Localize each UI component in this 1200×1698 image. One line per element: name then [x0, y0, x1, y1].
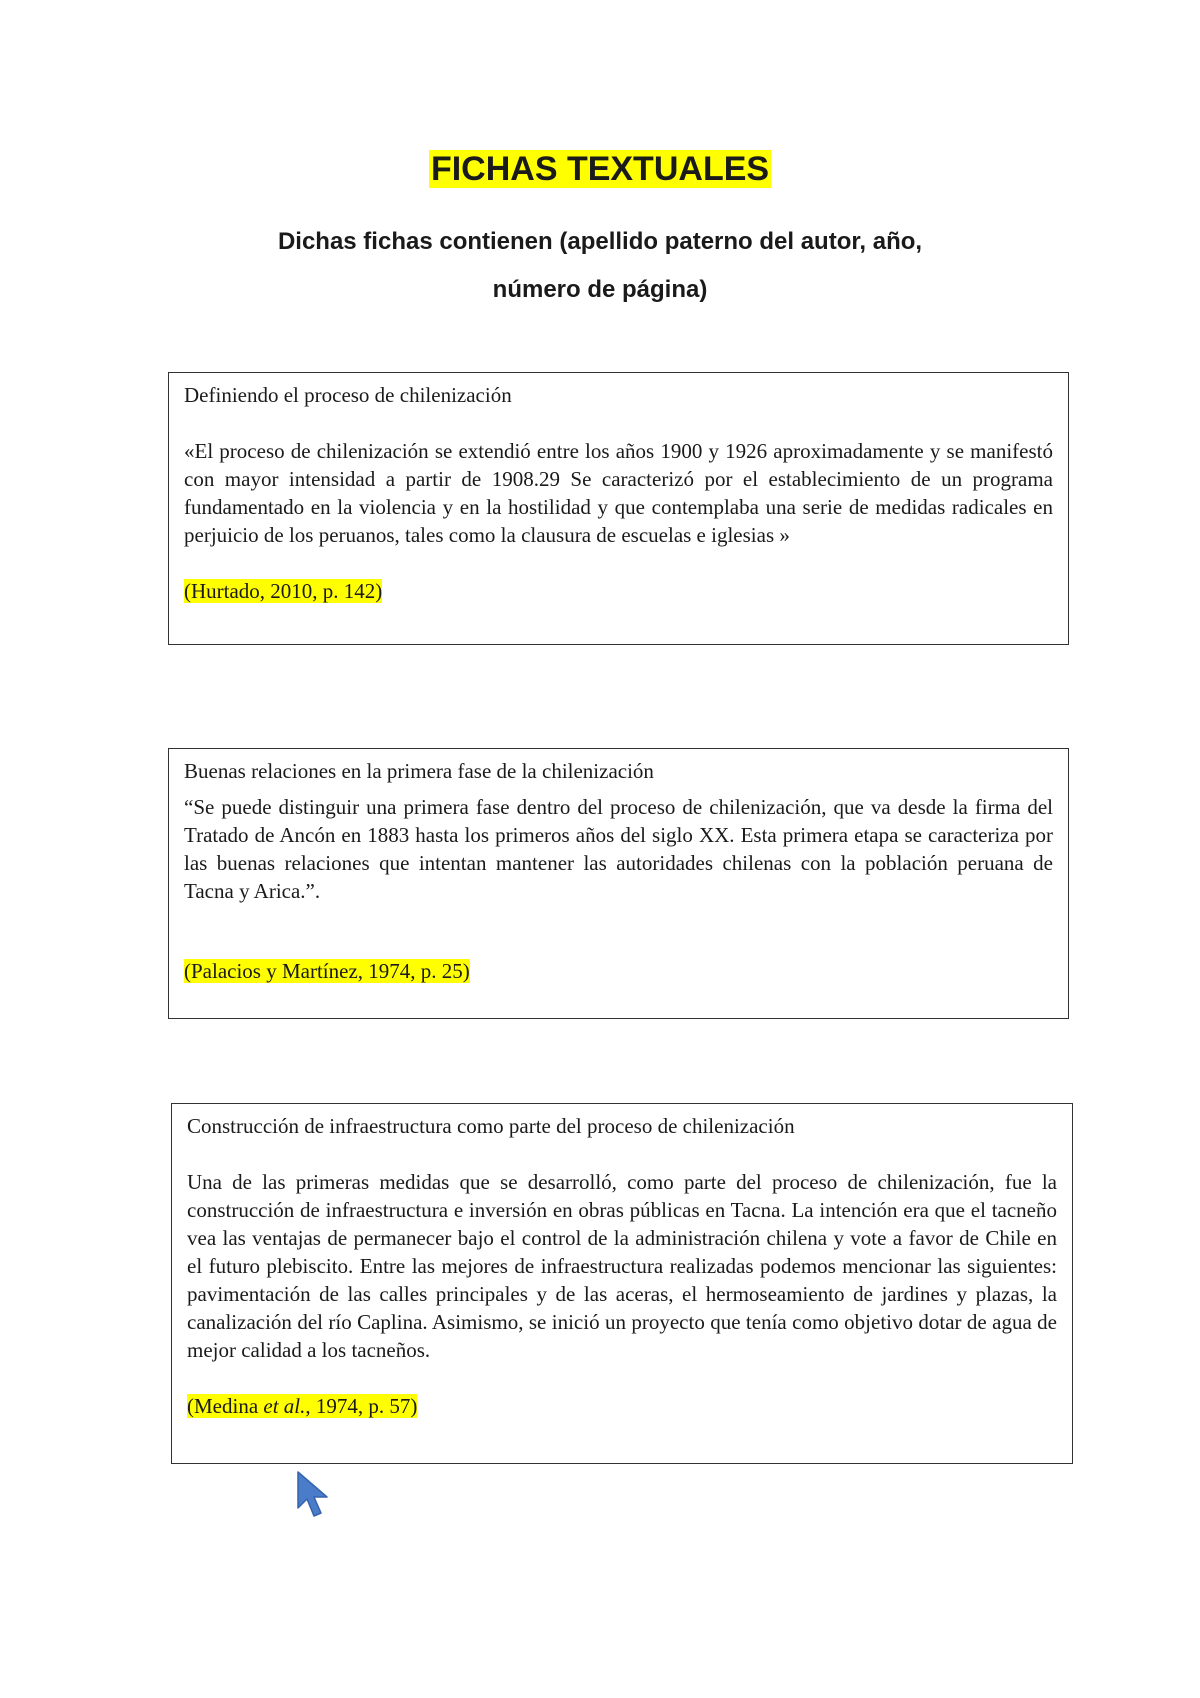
ficha-citation-row [184, 957, 1053, 985]
page-title [0, 146, 1200, 192]
ficha-citation: (Palacios y Martínez, 1974, p. 25) [184, 959, 470, 983]
ficha-quote: Una de las primeras medidas que se desarrolló, como parte del proceso de chilenización, fue la construcción de infraestructura e inversión en obras públicas en Tacna. La intención era que el tacneño vea las ventajas de permanecer bajo el control de la administración chilena y vote a favor de Chile en el futuro plebiscito. Entre las mejores de infraestructura realizadas podemos mencionar las siguientes: pavimentación de las calles principales y de las aceras, el hermoseamiento de jardines y plazas, la canalización del río Caplina. Asimismo, se inició un proyecto que tenía como objetivo dotar de agua de mejor calidad a los tacneños. [187, 1170, 1057, 1362]
ficha-citation-row [184, 577, 1053, 605]
ficha-citation [187, 1394, 417, 1418]
ficha-citation-row [187, 1392, 1057, 1420]
ficha-heading: Buenas relaciones en la primera fase de la chilenización [184, 759, 654, 783]
page-subtitle [150, 218, 1050, 314]
ficha-card-2 [168, 748, 1069, 1019]
ficha-quote: “Se puede distinguir una primera fase dentro del proceso de chilenización, que va desde la firma del Tratado de Ancón en 1883 hasta los primeros años del siglo XX. Esta primera etapa se caracteriza por las buenas relaciones que intentan mantener las autoridades chilenas con la población peruana de Tacna y Arica.”. [184, 795, 1053, 903]
ficha-card-1 [168, 372, 1069, 645]
ficha-citation: (Hurtado, 2010, p. 142) [184, 579, 383, 603]
page-title-text: FICHAS TEXTUALES [430, 150, 770, 188]
mouse-pointer-icon [296, 1470, 334, 1522]
ficha-heading: Definiendo el proceso de chilenización [184, 383, 512, 407]
subtitle-line-2: número de página) [492, 276, 708, 303]
citation-et-al: et al. [263, 1394, 306, 1418]
citation-prefix: (Medina [187, 1394, 264, 1418]
citation-suffix: , 1974, p. 57) [305, 1394, 418, 1418]
ficha-heading: Construcción de infraestructura como parte del proceso de chilenización [187, 1114, 795, 1138]
ficha-quote: «El proceso de chilenización se extendió entre los años 1900 y 1926 aproximadamente y se manifestó con mayor intensidad a partir de 1908.29 Se caracterizó por el establecimiento de un programa fundamentado en la violencia y en la hostilidad y que contemplaba una serie de medidas radicales en perjuicio de los peruanos, tales como la clausura de escuelas e iglesias » [184, 439, 1053, 547]
subtitle-line-1: Dichas fichas contienen (apellido paterno del autor, año, [277, 228, 923, 255]
ficha-card-3 [171, 1103, 1073, 1464]
